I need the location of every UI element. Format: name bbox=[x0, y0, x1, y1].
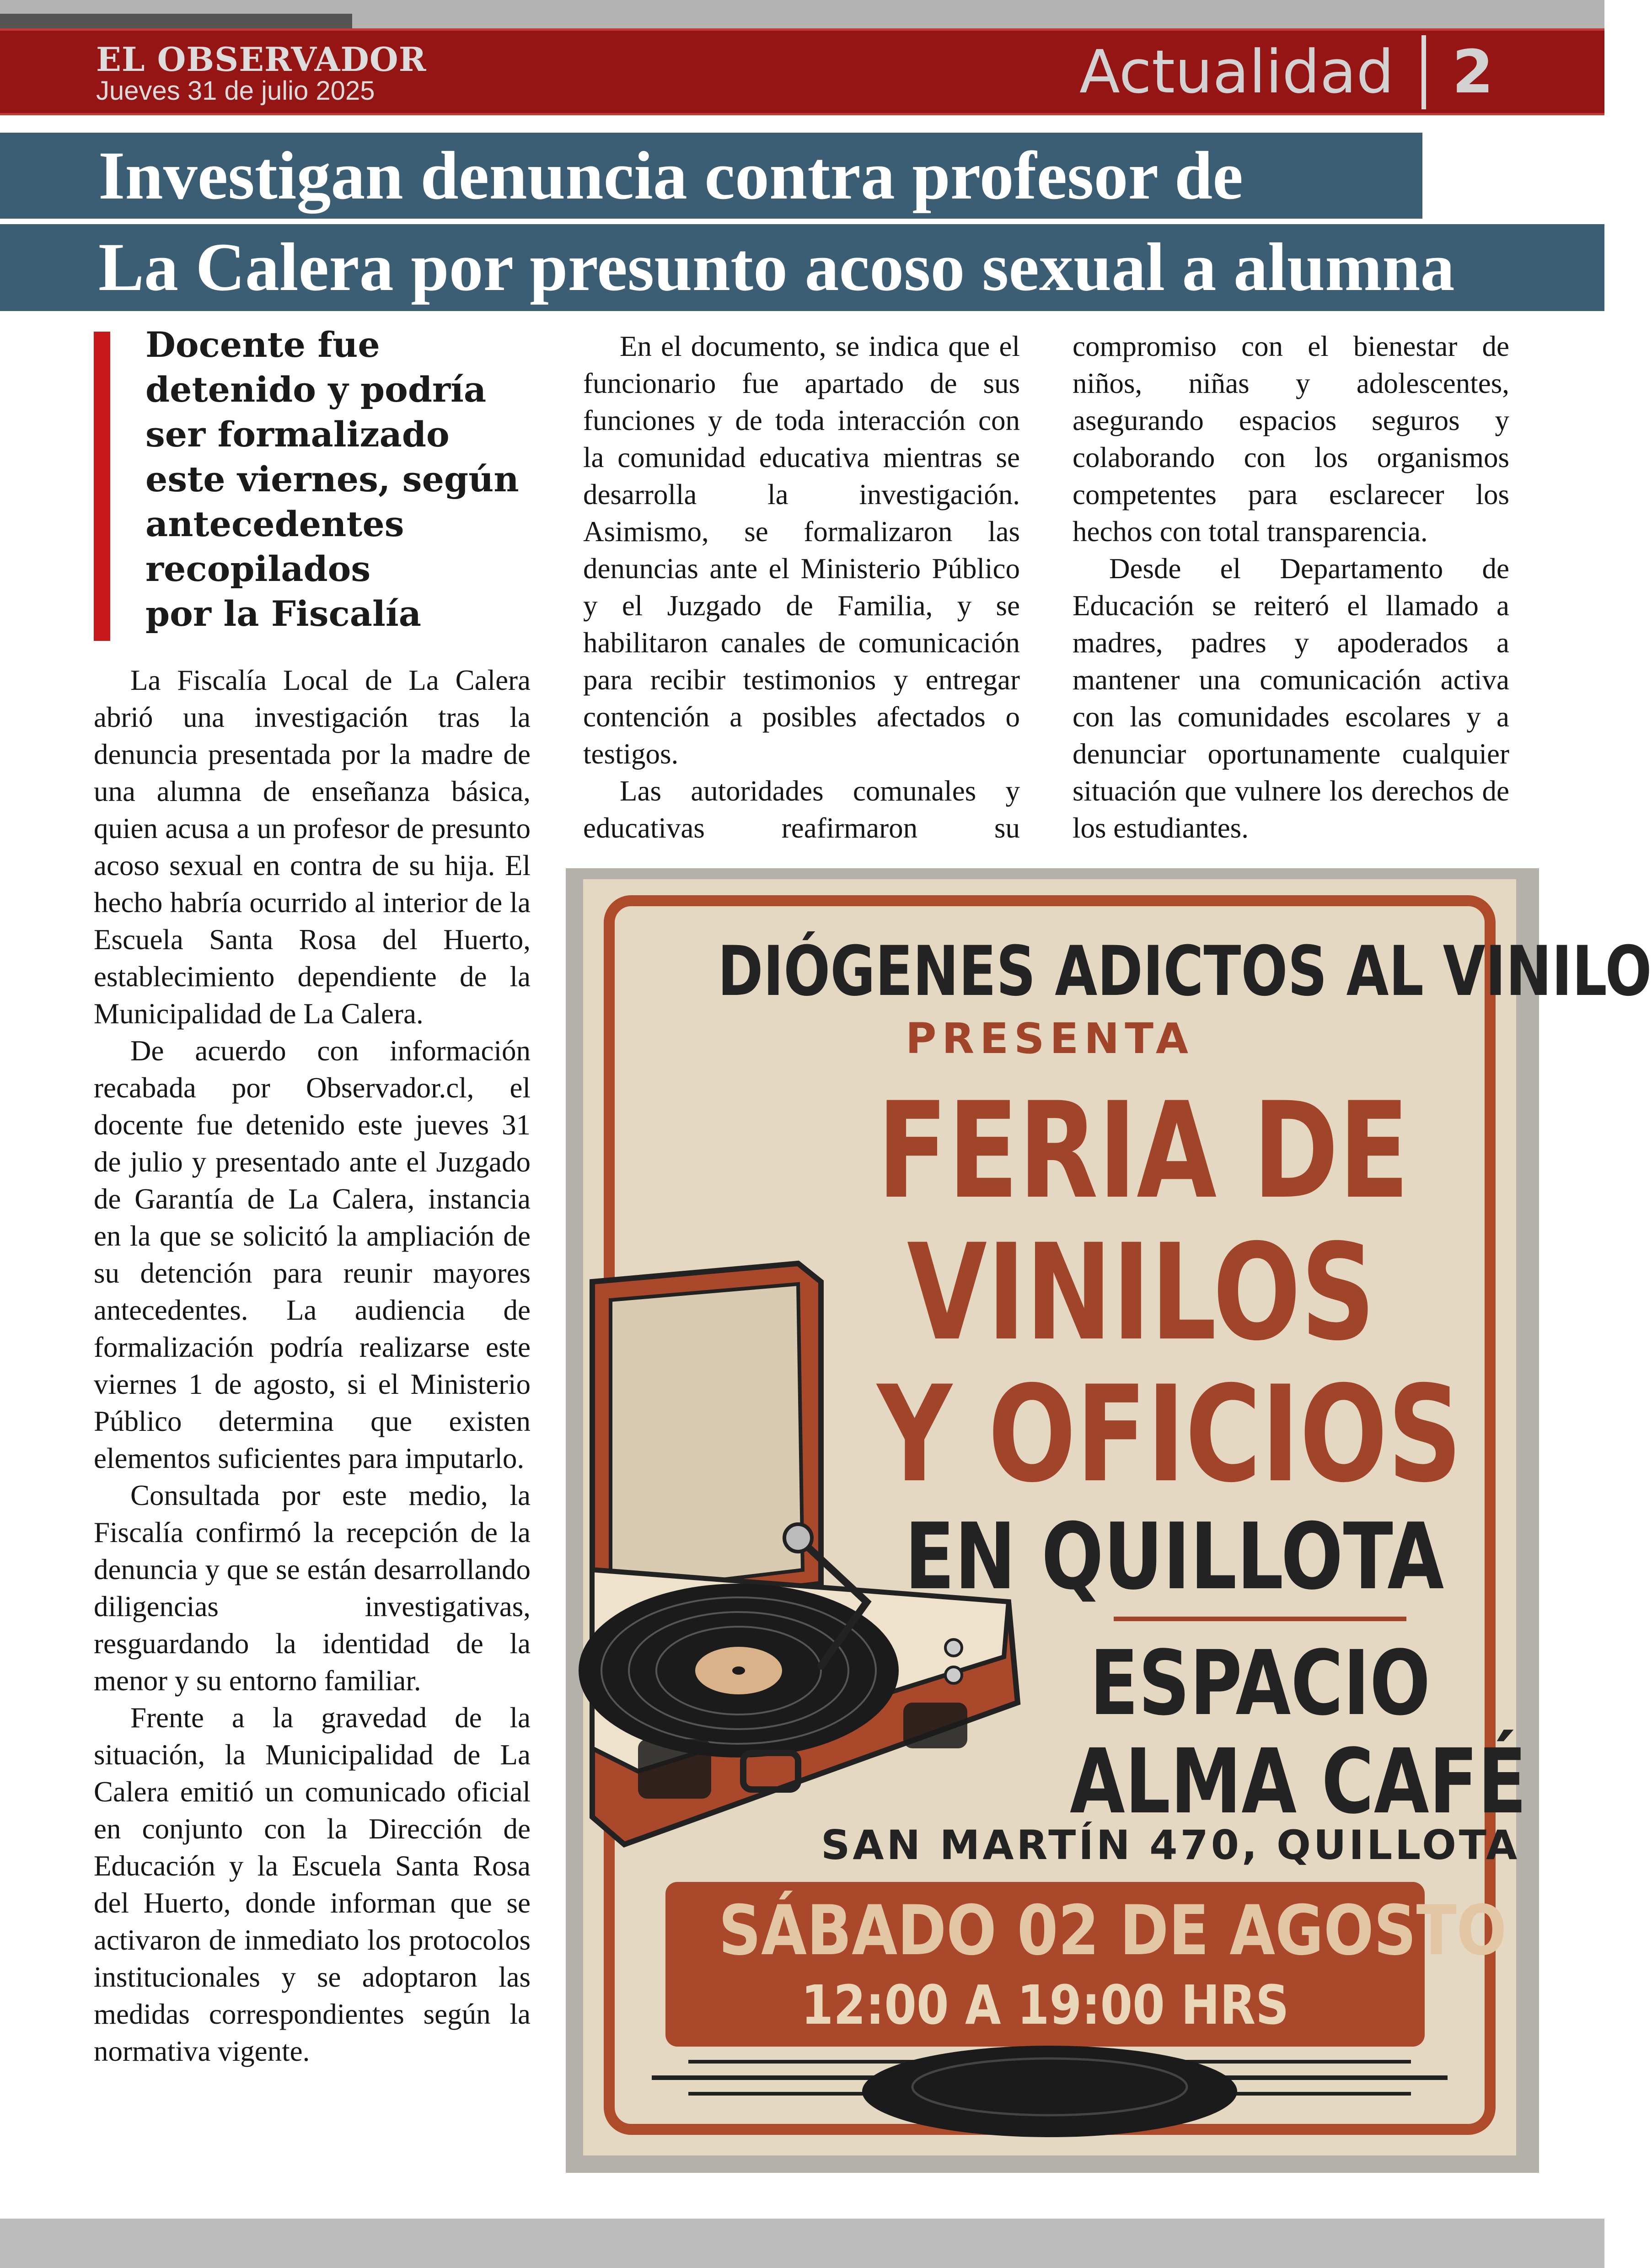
poster-address: SAN MARTÍN 470, QUILLOTA bbox=[821, 1822, 1520, 1869]
record-speed-lines bbox=[652, 2018, 1448, 2137]
deck-line: Docente fue bbox=[145, 324, 380, 365]
masthead bbox=[0, 28, 1604, 115]
body-paragraph-continued: compromiso con el bienestar de niños, niñas y adolescentes, asegurando espacios seguros y colaborando con los organismos competentes para esclarecer los hechos con total transparencia. bbox=[1073, 330, 1509, 548]
page-number: 2 bbox=[1452, 37, 1494, 107]
speaker-grille bbox=[903, 1703, 967, 1748]
footer-bar bbox=[0, 2219, 1604, 2268]
body-paragraph: Las autoridades comunales y educativas reafirmaron su bbox=[583, 775, 1020, 844]
poster-venue-line: ALMA CAFÉ bbox=[1070, 1730, 1527, 1833]
body-paragraph: Desde el Departamento de Educación se reiteró el llamado a madres, padres y apoderados a mantener una comunicación activa con las comunidades escolares y a denunciar oportunamente cualquier situación que vulnere los derechos de los estudiantes. bbox=[1073, 553, 1509, 844]
section-name: Actualidad bbox=[1079, 37, 1394, 107]
poster-hours: 12:00 A 19:00 HRS bbox=[801, 1973, 1289, 2037]
control-knob-icon bbox=[945, 1639, 962, 1656]
deck-accent-bar bbox=[94, 332, 110, 641]
deck-line: ser formalizado bbox=[145, 414, 450, 455]
poster-title-line: FERIA DE bbox=[877, 1074, 1410, 1228]
body-paragraph: Frente a la gravedad de la situación, la Municipalidad de La Calera emitió un comunicado oficial en conjunto con la Dirección de Educación y la Escuela Santa Rosa del Huerto, donde informan que se activaron de inmediato los protocolos institucionales y se adoptaron las medidas correspondientes según la normativa vigente. bbox=[94, 1702, 531, 2067]
body-column-1 bbox=[94, 662, 531, 2070]
deck-line: este viernes, según bbox=[145, 459, 519, 500]
top-dark-tab bbox=[0, 14, 352, 30]
body-paragraph: En el documento, se indica que el funcionario fue apartado de sus funciones y de toda interacción con la comunidad educativa mientras se desarrolla la investigación. Asimismo, se formalizaron las denuncias ante el Ministerio Público y el Juzgado de Familia, y se habilitaron canales de comunicación para recibir testimonios y entregar contención a posibles afectados o testigos. bbox=[583, 330, 1020, 770]
tonearm-pivot bbox=[784, 1524, 812, 1552]
body-paragraph: La Fiscalía Local de La Calera abrió una investigación tras la denuncia presentada por la madre de una alumna de enseñanza básica, quien acusa a un profesor de presunto acoso sexual en contra de su hija. El hecho habría ocurrido al interior de la Escuela Santa Rosa del Huerto, establecimiento dependiente de la Municipalidad de La Calera. bbox=[94, 664, 531, 1030]
headline-line-2: La Calera por presunto acoso sexual a alumna bbox=[98, 229, 1455, 305]
deck-line: recopilados bbox=[145, 548, 371, 589]
speaker-grille bbox=[638, 1739, 711, 1799]
masthead-divider bbox=[1421, 35, 1426, 109]
poster-date: SÁBADO 02 DE AGOSTO bbox=[719, 1891, 1507, 1971]
poster-title-line: Y OFICIOS bbox=[877, 1358, 1462, 1512]
poster-venue bbox=[1070, 1631, 1527, 1833]
record-spindle bbox=[732, 1666, 745, 1675]
body-paragraph: De acuerdo con información recabada por Observador.cl, el docente fue detenido este jueves 31 de julio y presentado ante el Juzgado de Garantía de La Calera, instancia en la que se solicitó la ampliación de su detención para reunir mayores antecedentes. La audiencia de formalización podría realizarse este viernes 1 de agosto, si el Ministerio Público determina que existen elementos suficientes para imputarlo. bbox=[94, 1035, 531, 1474]
poster-presenter: DIÓGENES ADICTOS AL VINILO bbox=[718, 932, 1652, 1011]
publication-name: EL OBSERVADOR bbox=[96, 40, 427, 79]
control-knob-icon bbox=[945, 1667, 962, 1683]
deck-line: detenido y podría bbox=[145, 369, 487, 410]
poster-venue-line: ESPACIO bbox=[1089, 1631, 1431, 1735]
poster-location: EN QUILLOTA bbox=[905, 1504, 1444, 1610]
issue-date: Jueves 31 de julio 2025 bbox=[96, 76, 375, 106]
deck-subheadline bbox=[145, 322, 539, 636]
turntable-illustration bbox=[583, 1254, 1041, 1858]
headline-line-1: Investigan denuncia contra profesor de bbox=[98, 138, 1243, 214]
deck-line: por la Fiscalía bbox=[145, 593, 422, 634]
body-column-2 bbox=[583, 328, 1020, 847]
headline-band-2 bbox=[0, 224, 1604, 311]
poster-presents: PRESENTA bbox=[905, 1014, 1194, 1063]
headline-band-1 bbox=[0, 133, 1422, 219]
body-paragraph: Consultada por este medio, la Fiscalía confirmó la recepción de la denuncia y que se están desarrollando diligencias investigativas, resguardando la identidad de la menor y su entorno familiar. bbox=[94, 1479, 531, 1697]
body-column-3 bbox=[1073, 328, 1509, 847]
poster-title-line: VINILOS bbox=[907, 1216, 1375, 1370]
event-poster bbox=[583, 879, 1652, 2155]
deck-line: antecedentes bbox=[145, 504, 404, 544]
turntable-lid-inner bbox=[611, 1284, 803, 1593]
poster-divider bbox=[1114, 1617, 1406, 1621]
